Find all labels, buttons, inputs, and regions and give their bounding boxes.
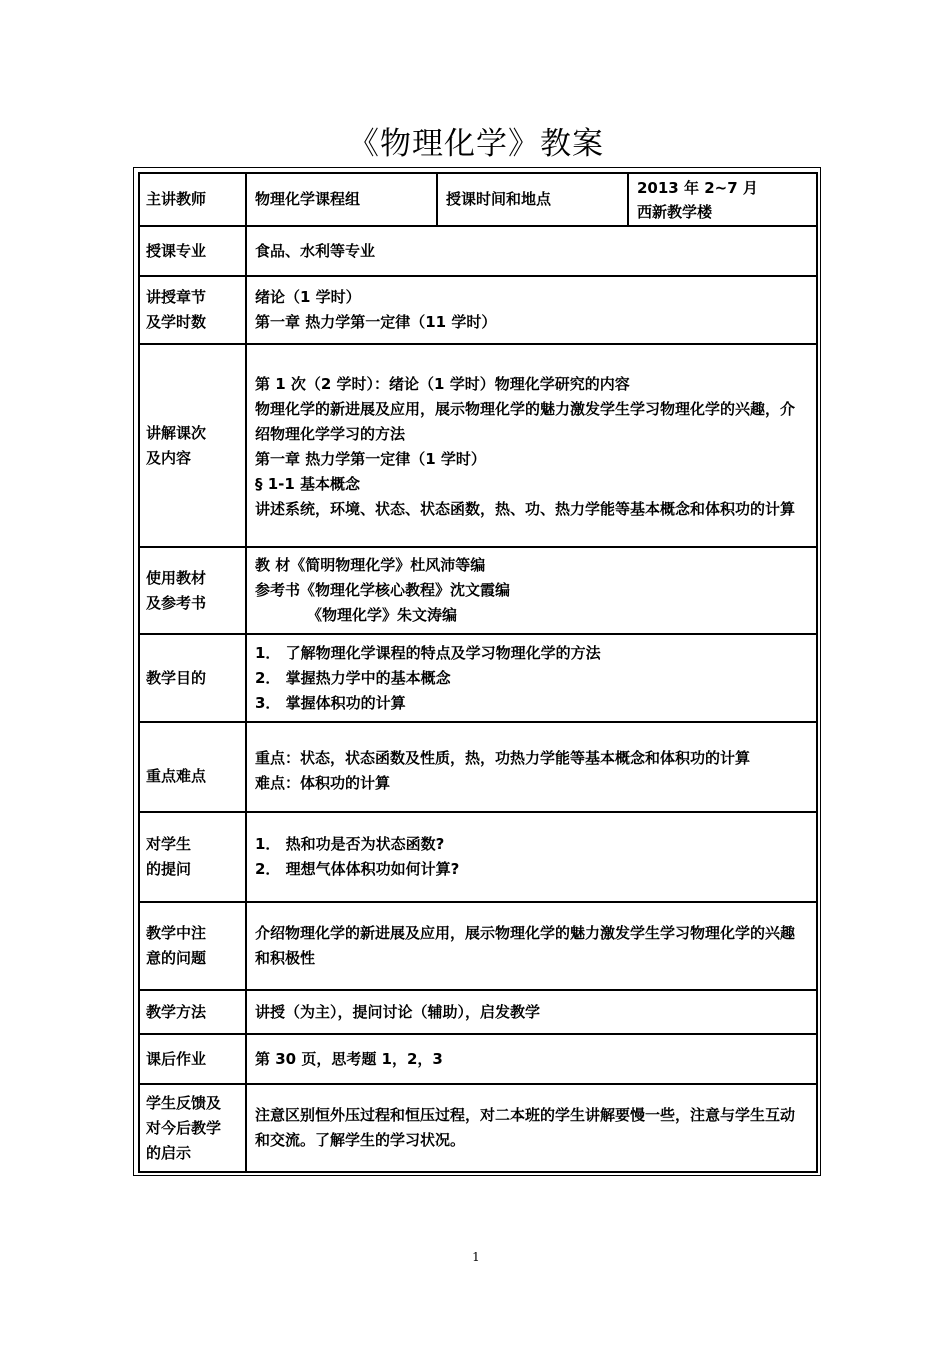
row-chapter <box>139 276 817 344</box>
label-books-line1: 使用教材 <box>146 568 207 587</box>
value-questions <box>246 812 817 902</box>
row-books <box>139 547 817 634</box>
content-line: 第 1 次（2 学时）：绪论（1 学时）物理化学研究的内容 <box>255 374 630 393</box>
value-books <box>246 547 817 634</box>
document-title: 《物理化学》教案 <box>348 126 604 162</box>
label-notes-line2: 意的问题 <box>146 949 207 967</box>
book-line: 《物理化学》朱文涛编 <box>307 606 458 624</box>
row-teacher <box>139 173 817 226</box>
label-questions <box>139 812 246 902</box>
value-method: 讲授（为主），提问讨论（辅助），启发教学 <box>246 990 817 1034</box>
row-keys <box>139 722 817 812</box>
label-content-line1: 讲解课次 <box>146 423 207 442</box>
value-notes <box>246 902 817 990</box>
label-feedback-line: 对今后教学 <box>146 1118 222 1137</box>
goal-item: 1． 了解物理化学课程的特点及学习物理化学的方法 <box>255 643 601 662</box>
row-method <box>139 990 817 1034</box>
question-item: 1． 热和功是否为状态函数? <box>255 835 445 853</box>
value-time: 2013 年 2~7 月 <box>637 178 758 197</box>
label-questions-line1: 对学生 <box>146 835 192 853</box>
value-chapter <box>246 276 817 344</box>
row-content <box>139 344 817 547</box>
label-homework: 课后作业 <box>139 1034 246 1084</box>
label-content-line2: 及内容 <box>146 448 192 467</box>
label-questions-line2: 的提问 <box>146 860 192 878</box>
chapter-line: 绪论（1 学时） <box>255 288 361 306</box>
label-major: 授课专业 <box>139 226 246 276</box>
question-item: 2． 理想气体体积功如何计算? <box>255 860 460 878</box>
label-books <box>139 547 246 634</box>
content-line: 第一章 热力学第一定律（1 学时） <box>255 449 486 468</box>
label-goals: 教学目的 <box>139 634 246 722</box>
value-place: 西新教学楼 <box>637 202 713 221</box>
label-notes <box>139 902 246 990</box>
lesson-plan-table <box>138 172 818 1173</box>
goal-item: 2． 掌握热力学中的基本概念 <box>255 668 451 687</box>
value-content <box>246 344 817 547</box>
value-homework: 第 30 页，思考题 1，2，3 <box>246 1034 817 1084</box>
book-line: 参考书《物理化学核心教程》沈文霞编 <box>255 581 511 599</box>
value-feedback <box>246 1084 817 1172</box>
label-teacher: 主讲教师 <box>139 173 246 226</box>
label-chapter-line1: 讲授章节 <box>146 288 207 306</box>
label-feedback-line: 的启示 <box>146 1143 192 1162</box>
key-line: 难点：体积功的计算 <box>255 774 391 792</box>
content-line: § 1-1 基本概念 <box>255 474 361 493</box>
row-feedback <box>139 1084 817 1172</box>
page-number: 1 <box>472 1250 480 1264</box>
value-time-place <box>628 173 817 226</box>
content-paragraph: 物理化学的新进展及应用，展示物理化学的魅力激发学生学习物理化学的兴趣，介绍物理化学学习的方法 <box>255 399 796 443</box>
label-chapter-line2: 及学时数 <box>146 313 207 331</box>
goal-item: 3． 掌握体积功的计算 <box>255 693 406 712</box>
label-method: 教学方法 <box>139 990 246 1034</box>
label-content <box>139 344 246 547</box>
row-questions <box>139 812 817 902</box>
chapter-line: 第一章 热力学第一定律（11 学时） <box>255 313 497 331</box>
label-feedback-line: 学生反馈及 <box>146 1093 222 1112</box>
label-notes-line1: 教学中注 <box>146 924 207 942</box>
label-time-place: 授课时间和地点 <box>437 173 628 226</box>
value-major: 食品、水利等专业 <box>246 226 817 276</box>
content-paragraph: 讲述系统，环境、状态、状态函数，热、功、热力学能等基本概念和体积功的计算 <box>255 499 796 518</box>
row-homework <box>139 1034 817 1084</box>
key-line: 重点：状态，状态函数及性质，热，功热力学能等基本概念和体积功的计算 <box>255 749 751 767</box>
row-goals <box>139 634 817 722</box>
row-major <box>139 226 817 276</box>
value-goals <box>246 634 817 722</box>
notes-paragraph: 介绍物理化学的新进展及应用，展示物理化学的魅力激发学生学习物理化学的兴趣和积极性 <box>255 924 796 967</box>
label-keys: 重点难点 <box>139 722 246 812</box>
value-keys <box>246 722 817 812</box>
label-books-line2: 及参考书 <box>146 593 207 612</box>
label-chapter <box>139 276 246 344</box>
book-line: 教 材《简明物理化学》杜风沛等编 <box>255 556 486 574</box>
label-feedback <box>139 1084 246 1172</box>
feedback-paragraph: 注意区别恒外压过程和恒压过程，对二本班的学生讲解要慢一些，注意与学生互动和交流。了解学生的学习状况。 <box>255 1106 796 1149</box>
row-notes <box>139 902 817 990</box>
value-teacher: 物理化学课程组 <box>246 173 437 226</box>
